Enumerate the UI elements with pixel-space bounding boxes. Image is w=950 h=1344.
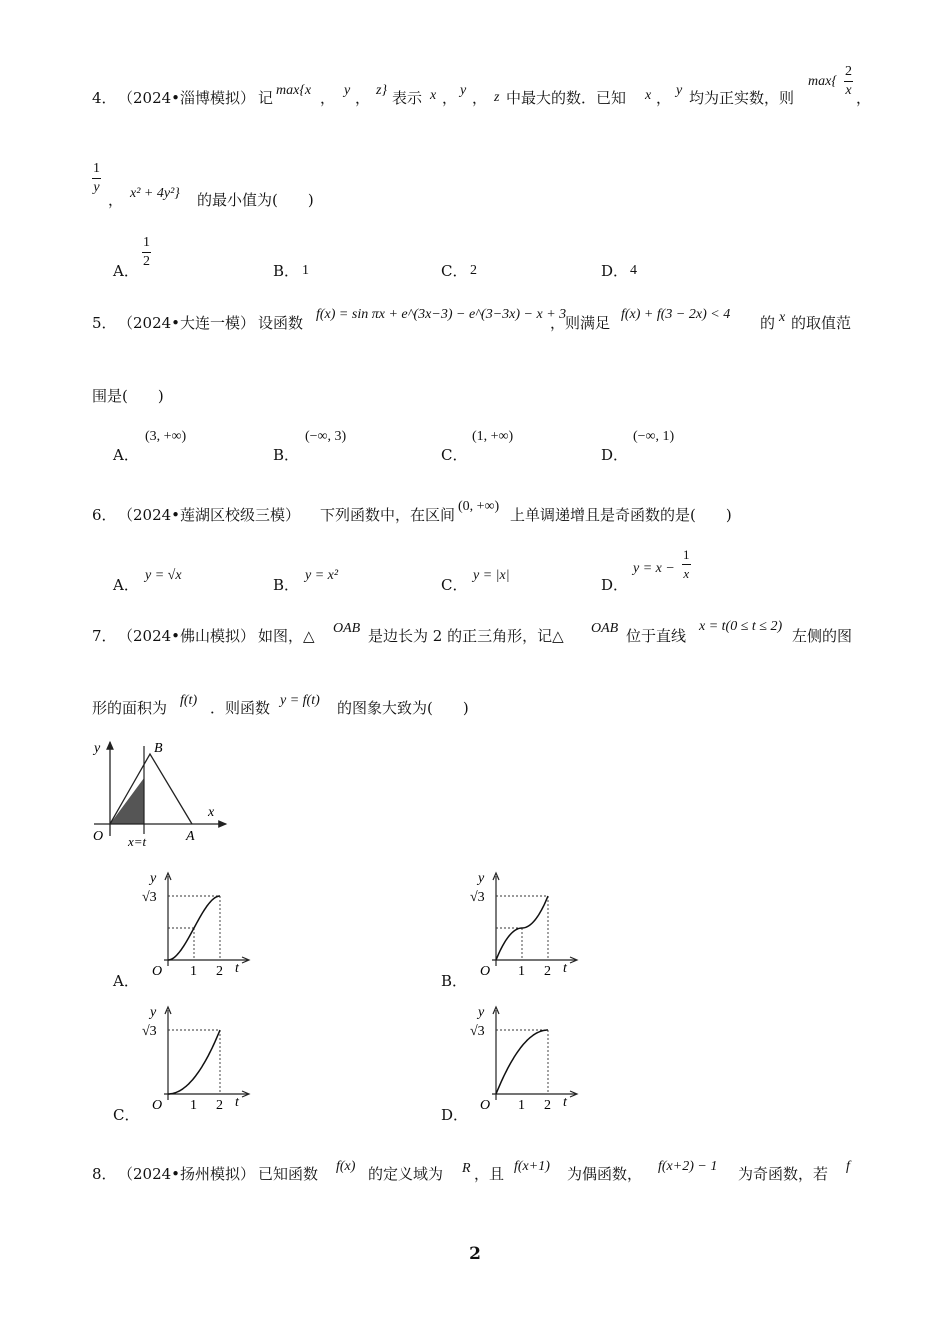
- graph-curve: [168, 896, 220, 960]
- q7-option-a-label: A．: [113, 972, 139, 990]
- graph-sqrt3-label: √3: [142, 1024, 157, 1039]
- q4-option-a-numerator: 1: [142, 235, 151, 253]
- q8-fx1: f(x+1): [514, 1159, 550, 1174]
- q7-fig-x-label: x: [208, 805, 215, 820]
- q5-option-a-label: A．: [113, 446, 139, 464]
- q7-option-a-graph: [138, 868, 258, 980]
- q7-number: 7．: [92, 627, 117, 645]
- q4-frac1-numerator: 2: [844, 64, 853, 82]
- q6-text-2: 上单调递增且是奇函数的是( ): [510, 506, 732, 524]
- q6-source: （2024•莲湖区校级三模）: [118, 506, 301, 524]
- q5-text-3: 的: [760, 314, 776, 332]
- q4-max-open: max{: [808, 74, 837, 89]
- q8-fx: f(x): [336, 1159, 356, 1174]
- q4-var-y: y: [344, 83, 351, 98]
- graph-tick-2-label: 2: [544, 1098, 551, 1113]
- q7-triangle-figure: [88, 736, 238, 848]
- q6-option-d-fraction: [682, 547, 691, 582]
- q7-text-2: 是边长为 2 的正三角形，记△: [368, 627, 564, 645]
- graph-tick-1-label: 1: [190, 964, 197, 979]
- q4-option-d-value: 4: [630, 263, 637, 278]
- graph-t-label: t: [235, 1095, 239, 1110]
- q5-option-b-value: (−∞, 3): [305, 429, 347, 444]
- q4-comma: ，: [355, 89, 371, 107]
- q4-frac1-denominator: x: [845, 83, 852, 98]
- q6-option-a-value: y = √x: [145, 568, 182, 583]
- q5-option-b-label: B．: [273, 446, 300, 464]
- q4-comma: ，: [856, 89, 872, 107]
- graph-sqrt3-label: √3: [142, 890, 157, 905]
- q5-function: f(x) = sin πx + e^(3x−3) − e^(3−3x) − x + 3: [316, 307, 567, 322]
- q7-line: x = t(0 ≤ t ≤ 2): [699, 619, 783, 634]
- graph-curve: [168, 1030, 220, 1094]
- q4-text-4: 均为正实数，则: [689, 89, 795, 107]
- q7-fig-a-label: A: [186, 829, 195, 844]
- q4-var-z: z: [494, 90, 500, 105]
- q6-option-b-value: y = x²: [305, 568, 339, 583]
- q7-text-7: 的图象大致为( ): [337, 699, 469, 717]
- q8-r: R: [462, 1161, 471, 1176]
- q7-option-d-label: D．: [441, 1106, 469, 1124]
- q7-fig-b-label: B: [154, 741, 163, 756]
- graph-origin-label: O: [480, 1098, 491, 1113]
- q4-option-a-denominator: 2: [143, 254, 150, 269]
- q4-option-c-value: 2: [470, 263, 477, 278]
- q4-text-5: 的最小值为( ): [197, 191, 314, 209]
- q4-expression-tail: x² + 4y²}: [130, 186, 180, 201]
- q8-number: 8．: [92, 1165, 117, 1183]
- q7-text-5: 形的面积为: [92, 699, 168, 717]
- q8-source: （2024•扬州模拟）: [118, 1165, 256, 1183]
- q8-text-3: ，且: [474, 1165, 505, 1183]
- q4-comma: ，: [472, 89, 488, 107]
- q6-option-d-denominator: x: [683, 566, 690, 581]
- q4-frac2-numerator: 1: [92, 161, 101, 179]
- q6-text-1: 下列函数中，在区间: [320, 506, 456, 524]
- graph-tick-2-label: 2: [216, 964, 223, 979]
- q7-shaded-region: [110, 778, 144, 824]
- q4-text-1: 记: [258, 89, 274, 107]
- q8-text-4: 为偶函数，: [567, 1165, 643, 1183]
- q4-var-x: x: [430, 88, 437, 103]
- q4-option-b-label: B．: [273, 262, 300, 280]
- graph-tick-1-label: 1: [190, 1098, 197, 1113]
- graph-origin-label: O: [480, 964, 491, 979]
- q8-fx2: f(x+2) − 1: [658, 1159, 718, 1174]
- q8-text-5: 为奇函数，若: [738, 1165, 829, 1183]
- q7-option-d-graph: [466, 1002, 586, 1114]
- q4-max-expr: max{x: [276, 83, 312, 98]
- q4-text-2: 表示: [392, 89, 423, 107]
- graph-y-label: y: [150, 1005, 157, 1020]
- q7-text-6: ．则函数: [210, 699, 271, 717]
- q6-option-b-label: B．: [273, 576, 300, 594]
- q7-oab: OAB: [333, 621, 361, 636]
- q8-text-1: 已知函数: [258, 1165, 319, 1183]
- q4-option-c-label: C．: [441, 262, 468, 280]
- q6-option-d-numerator: 1: [682, 547, 691, 565]
- graph-t-label: t: [563, 1095, 567, 1110]
- q6-option-a-label: A．: [113, 576, 139, 594]
- page-number: 2: [469, 1244, 481, 1264]
- graph-tick-2-label: 2: [544, 964, 551, 979]
- graph-sqrt3-label: √3: [470, 890, 485, 905]
- q5-source: （2024•大连一模）: [118, 314, 256, 332]
- graph-origin-label: O: [152, 1098, 163, 1113]
- graph-t-label: t: [235, 961, 239, 976]
- q4-var-y: y: [676, 83, 683, 98]
- graph-sqrt3-label: √3: [470, 1024, 485, 1039]
- q7-option-b-graph: [466, 868, 586, 980]
- q7-source: （2024•佛山模拟）: [118, 627, 256, 645]
- q5-text-5: 围是( ): [92, 387, 164, 405]
- q4-comma: ，: [442, 89, 458, 107]
- q7-text-4: 左侧的图: [792, 627, 853, 645]
- q6-interval: (0, +∞): [458, 499, 500, 514]
- q7-text-1: 如图，△: [258, 627, 315, 645]
- q8-f: f: [846, 1159, 850, 1174]
- q5-text-4: 的取值范: [791, 314, 852, 332]
- q4-fraction-1-over-y: [92, 161, 101, 196]
- graph-curve: [496, 896, 548, 960]
- q7-fig-o-label: O: [93, 829, 104, 844]
- q4-option-a-label: A．: [113, 262, 139, 280]
- q6-option-d-value: y = x −: [633, 561, 675, 576]
- graph-origin-label: O: [152, 964, 163, 979]
- q5-number: 5．: [92, 314, 117, 332]
- q5-text-2: ，则满足: [550, 314, 611, 332]
- q4-fraction-2-over-x: [844, 64, 853, 99]
- q5-var-x: x: [779, 310, 786, 325]
- graph-curve: [496, 1030, 548, 1094]
- q5-text-1: 设函数: [258, 314, 304, 332]
- q5-option-c-label: C．: [441, 446, 468, 464]
- q6-option-c-label: C．: [441, 576, 468, 594]
- q7-fig-y-label: y: [94, 741, 101, 756]
- q6-number: 6．: [92, 506, 117, 524]
- q7-fig-xt-label: x=t: [128, 834, 147, 848]
- q7-option-c-label: C．: [113, 1106, 140, 1124]
- q4-var-z: z}: [376, 83, 388, 98]
- q7-option-c-graph: [138, 1002, 258, 1114]
- q5-option-c-value: (1, +∞): [472, 429, 514, 444]
- graph-y-label: y: [478, 1005, 485, 1020]
- q4-frac2-denominator: y: [93, 180, 100, 195]
- q4-number: 4．: [92, 89, 117, 107]
- q5-option-a-value: (3, +∞): [145, 429, 187, 444]
- q7-yft: y = f(t): [280, 693, 320, 708]
- graph-y-label: y: [150, 871, 157, 886]
- q4-source: （2024•淄博模拟）: [118, 89, 256, 107]
- graph-tick-1-label: 1: [518, 1098, 525, 1113]
- q6-option-c-value: y = |x|: [473, 568, 510, 583]
- graph-tick-2-label: 2: [216, 1098, 223, 1113]
- graph-y-label: y: [478, 871, 485, 886]
- q5-condition: f(x) + f(3 − 2x) < 4: [621, 307, 731, 322]
- q4-comma: ，: [108, 191, 124, 209]
- q4-option-a-fraction: [142, 235, 151, 270]
- q7-oab: OAB: [591, 621, 619, 636]
- q4-var-x: x: [645, 88, 652, 103]
- graph-t-label: t: [563, 961, 567, 976]
- q4-option-b-value: 1: [302, 263, 309, 278]
- q4-option-d-label: D．: [601, 262, 629, 280]
- q4-var-y: y: [460, 83, 467, 98]
- q7-option-b-label: B．: [441, 972, 468, 990]
- q7-ft: f(t): [180, 693, 198, 708]
- q5-option-d-label: D．: [601, 446, 629, 464]
- q6-option-d-label: D．: [601, 576, 629, 594]
- q5-option-d-value: (−∞, 1): [633, 429, 675, 444]
- q8-text-2: 的定义域为: [368, 1165, 444, 1183]
- q7-text-3: 位于直线: [626, 627, 687, 645]
- q4-text-3: 中最大的数．已知: [506, 89, 627, 107]
- graph-tick-1-label: 1: [518, 964, 525, 979]
- q4-comma: ，: [320, 89, 336, 107]
- q4-comma: ，: [656, 89, 672, 107]
